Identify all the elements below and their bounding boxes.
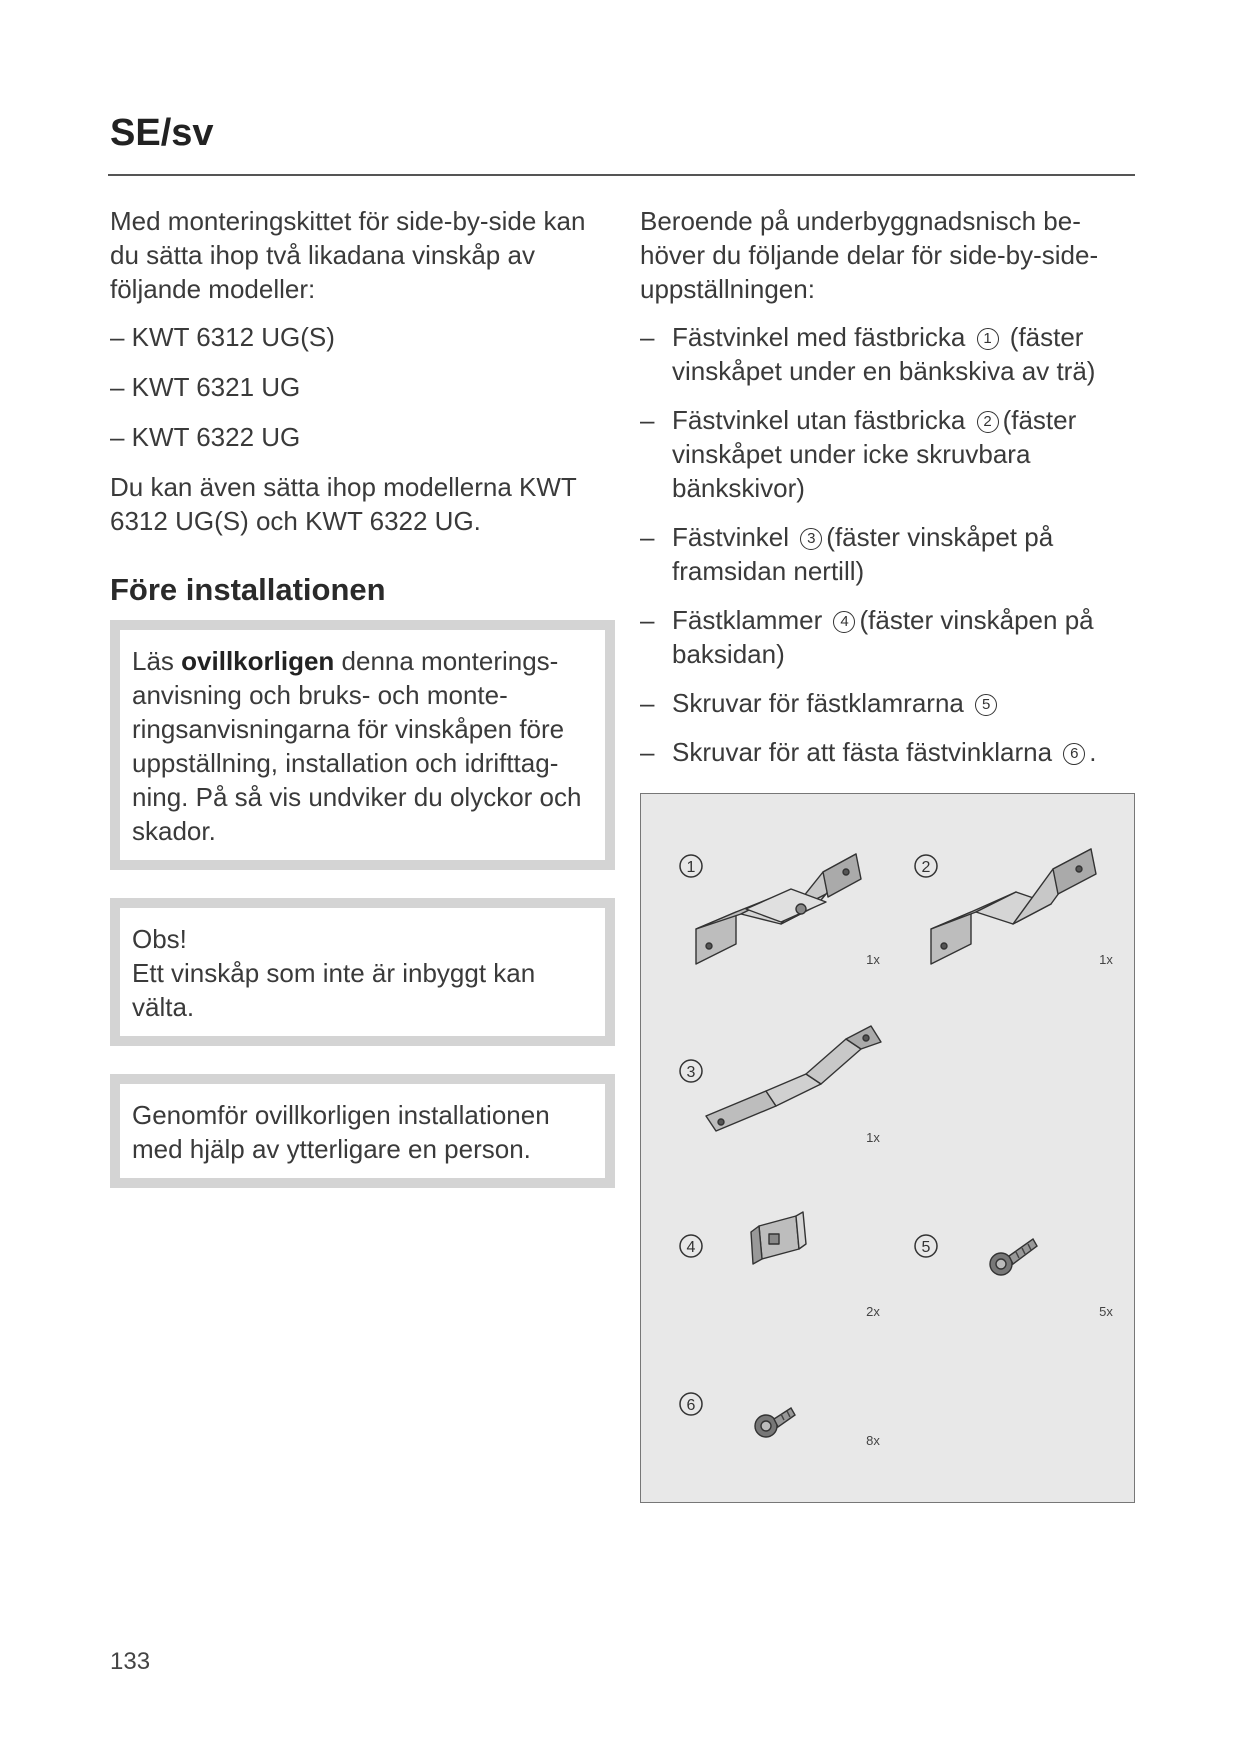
circled-number: 5	[975, 694, 997, 716]
notice-warning-title: Obs!	[132, 924, 187, 954]
part-text: Skruvar för att fästa fästvinklarna	[672, 737, 1053, 767]
screw-drawing	[755, 1408, 795, 1437]
page-title: SE/sv	[110, 112, 214, 154]
figure-label-6	[680, 1393, 702, 1415]
right-column	[640, 204, 1135, 784]
notice-box-two-persons	[110, 1074, 615, 1188]
part-item	[640, 520, 1135, 588]
circled-number: 2	[977, 411, 999, 433]
list-dash: –	[640, 405, 655, 435]
figure-label-text: 4	[686, 1239, 696, 1256]
parts-list	[640, 320, 1135, 769]
quantity-label: 8x	[866, 1433, 880, 1448]
front-bracket-drawing	[706, 1026, 881, 1131]
section-heading: Före installationen	[110, 572, 386, 607]
part-text: Fästvinkel	[672, 522, 790, 552]
list-dash: –	[640, 605, 655, 635]
list-dash: –	[640, 688, 655, 718]
figure-label-text: 5	[921, 1239, 931, 1256]
quantity-label: 5x	[1099, 1304, 1113, 1319]
figure-label-4	[680, 1235, 702, 1257]
notice-text-bold: ovillkorligen	[181, 646, 335, 676]
figure-label-1	[680, 855, 702, 877]
screw-drawing	[990, 1239, 1037, 1275]
bracket-without-washer-drawing	[931, 849, 1096, 964]
circled-number: 4	[833, 611, 855, 633]
model-item: – KWT 6312 UG(S)	[110, 322, 335, 352]
circled-number: 3	[800, 528, 822, 550]
part-text-after: (fäster vinskåpen på baksidan)	[672, 605, 1094, 669]
figure-label-text: 2	[921, 859, 931, 876]
circled-number: 1	[977, 328, 999, 350]
figure-label-5	[915, 1235, 937, 1257]
part-text-after: (fäster vinskåpet under en bänkskiva av trä)	[672, 322, 1096, 386]
notice-text-prefix: Läs	[132, 646, 182, 676]
part-text-after: (fäster vinskåpet under icke skruvbara bänkskivor)	[672, 405, 1077, 503]
quantity-label: 1x	[1099, 952, 1113, 967]
intro-paragraph: Med monteringskittet för side-by-side kan du sätta ihop två likadana vinskåp av följande modeller:	[110, 206, 586, 304]
model-item: – KWT 6321 UG	[110, 372, 301, 402]
part-text: Fästvinkel med fästbricka	[672, 322, 966, 352]
bracket-with-washer-drawing	[696, 854, 861, 964]
part-text-after: (fäster vinskåpet på framsidan nertill)	[672, 522, 1054, 586]
part-item	[640, 735, 1135, 769]
notice-warning-text: Ett vinskåp som inte är inbyggt kan välta.	[132, 958, 536, 1022]
list-dash: –	[640, 322, 655, 352]
figure-label-2	[915, 855, 937, 877]
clamp-drawing	[751, 1212, 806, 1264]
part-text: Fästvinkel utan fästbricka	[672, 405, 966, 435]
circled-number: 6	[1063, 743, 1085, 765]
model-item: – KWT 6322 UG	[110, 422, 301, 452]
parts-illustration	[640, 793, 1135, 1503]
quantity-label: 1x	[866, 1130, 880, 1145]
part-item	[640, 320, 1135, 388]
figure-label-3	[680, 1060, 702, 1082]
notice-box-read-instructions	[110, 620, 615, 870]
header-divider	[108, 174, 1135, 176]
figure-label-text: 3	[686, 1064, 696, 1081]
list-dash: –	[640, 737, 655, 767]
part-item	[640, 686, 1135, 720]
quantity-label: 2x	[866, 1304, 880, 1319]
notice-box-warning	[110, 898, 615, 1046]
quantity-label: 1x	[866, 952, 880, 967]
part-text: Skruvar för fästklamrarna	[672, 688, 964, 718]
part-text: Fästklammer	[672, 605, 823, 635]
part-text-after: .	[1089, 737, 1097, 767]
figure-label-text: 6	[686, 1397, 696, 1414]
combination-paragraph: Du kan även sätta ihop modellerna KWT 6312 UG(S) och KWT 6322 UG.	[110, 472, 577, 536]
part-item	[640, 603, 1135, 671]
part-item	[640, 403, 1135, 505]
page-number: 133	[110, 1648, 151, 1675]
notice-two-persons-text: Genomför ovillkorligen installationen med hjälp av ytterligare en person.	[132, 1100, 550, 1164]
parts-intro: Beroende på underbyggnadsnisch be-höver du följande delar för side-by-side-uppställningen:	[640, 206, 1099, 304]
figure-label-text: 1	[686, 859, 696, 876]
model-list	[110, 320, 615, 454]
list-dash: –	[640, 522, 655, 552]
left-column	[110, 204, 615, 1216]
notice-text-suffix: denna monterings-anvisning och bruks- och monte-ringsanvisningarna för vinskåpen före uppställning, installation och idrifttag-ning. På så vis undviker du olyckor och skador.	[132, 646, 582, 846]
parts-illustration-svg	[641, 794, 1136, 1504]
